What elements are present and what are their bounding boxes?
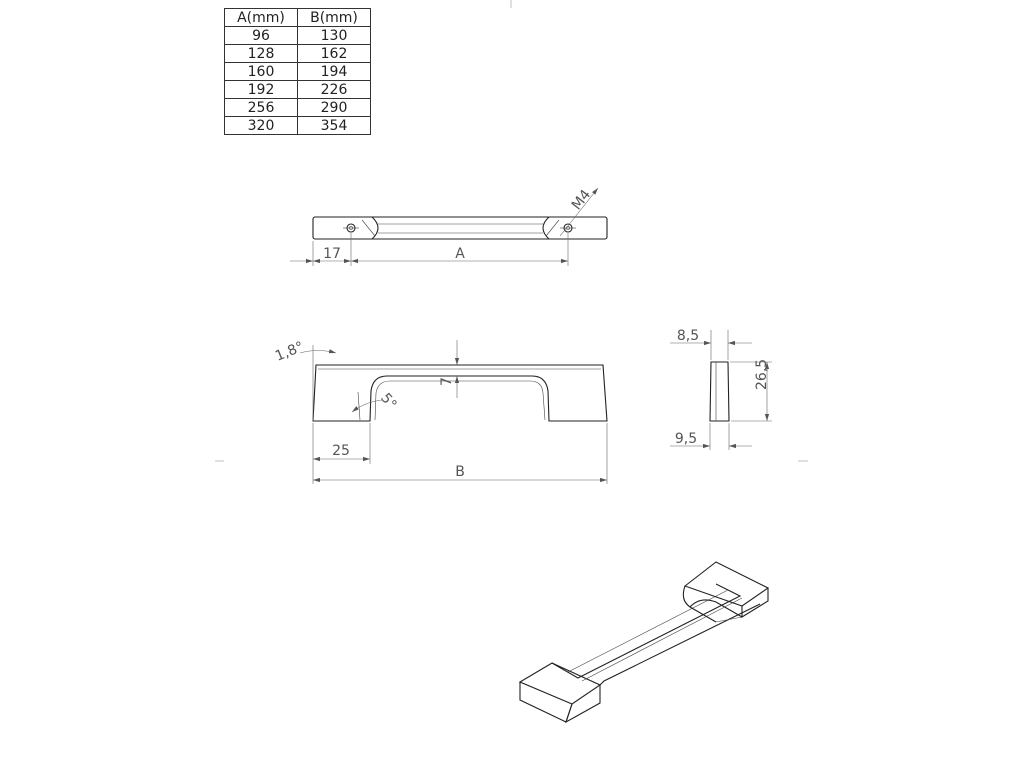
angle-inner-label: 5° [377,390,400,413]
isometric-view [520,562,768,722]
cell-b: 194 [298,63,371,81]
mounting-hole-left [343,224,359,232]
cell-a: 320 [225,117,298,135]
top-width-label: 8,5 [676,328,700,344]
cell-a: 128 [225,45,298,63]
grip-thickness-label: 7 [439,377,455,386]
cell-a: 96 [225,27,298,45]
cell-b: 226 [298,81,371,99]
spacing-label: A [455,246,465,262]
cell-a: 160 [225,63,298,81]
cell-b: 162 [298,45,371,63]
base-length-label: 25 [332,443,350,459]
base-width-label: 9,5 [674,431,698,447]
cell-b: 130 [298,27,371,45]
header-a: A(mm) [225,9,298,27]
side-view [670,328,772,450]
cell-a: 192 [225,81,298,99]
cell-b: 290 [298,99,371,117]
cell-a: 256 [225,99,298,117]
header-b: B(mm) [298,9,371,27]
thread-label: M4 [568,186,595,214]
offset-label: 17 [323,246,341,262]
height-label: 26,5 [754,358,770,390]
angle-end-label: 1,8° [273,338,307,365]
total-length-label: B [455,464,465,480]
mounting-hole-right [560,224,576,232]
top-view [290,187,607,266]
front-view [273,339,607,484]
centre-marks [215,0,808,461]
cell-b: 354 [298,117,371,135]
